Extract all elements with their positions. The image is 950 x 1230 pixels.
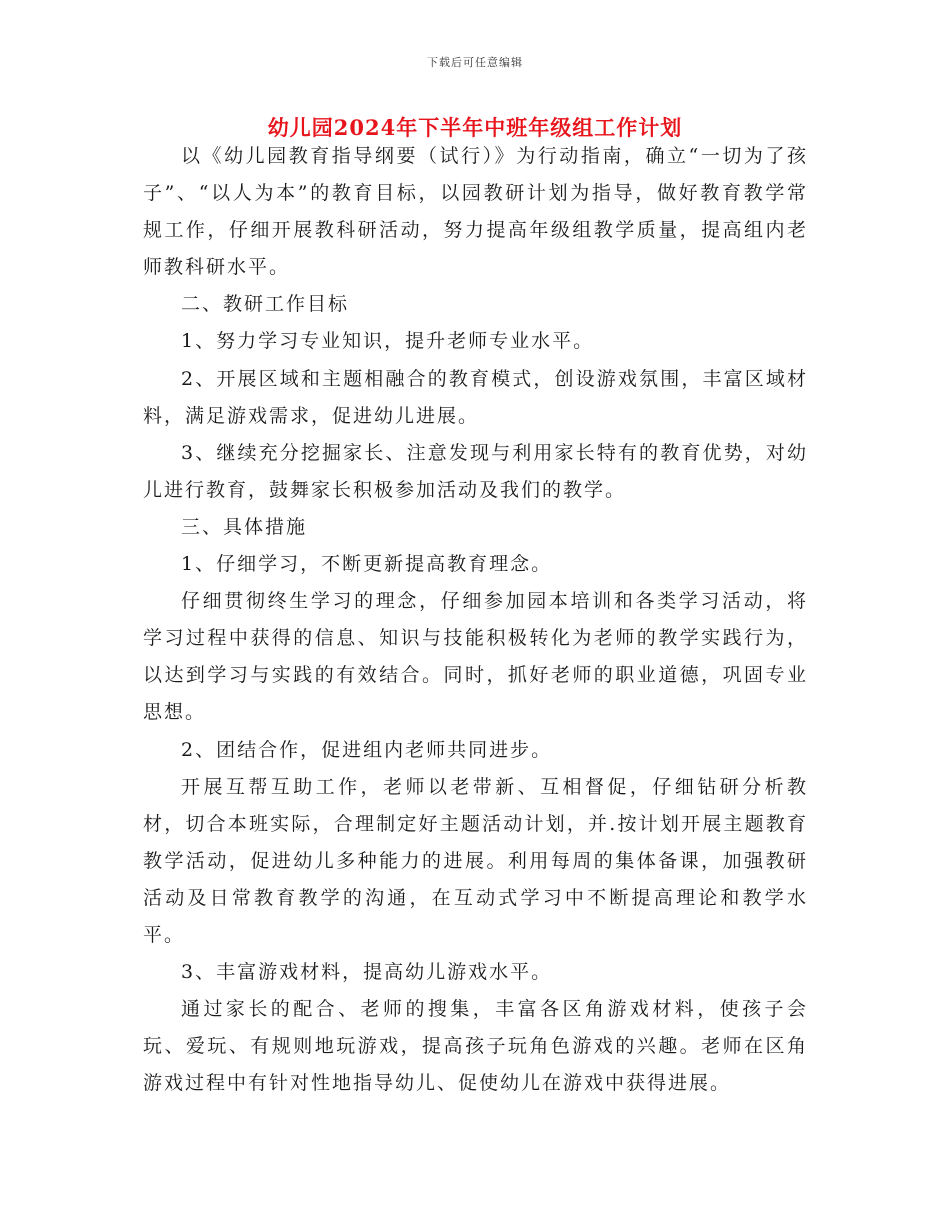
document-title: 幼儿园2024年下半年中班年级组工作计划 xyxy=(267,115,683,140)
intro-paragraph: 以《幼儿园教育指导纲要（试行）》为行动指南，确立“一切为了孩子”、“以人为本”的教育目标，以园教研计划为指导，做好教育教学常规工作，仔细开展教科研活动，努力提高年级组教学质量，提高组内老师教科研水平。 xyxy=(143,145,808,279)
measure-heading-1: 1、仔细学习，不断更新提高教育理念。 xyxy=(181,553,553,576)
measure-heading-3: 3、丰富游戏材料，提高幼儿游戏水平。 xyxy=(181,961,553,984)
goal-item-1: 1、努力学习专业知识，提升老师专业水平。 xyxy=(181,330,595,353)
measure-body-3: 通过家长的配合、老师的搜集，丰富各区角游戏材料，使孩子会玩、爱玩、有规则地玩游戏，提高孩子玩角色游戏的兴趣。老师在区角游戏过程中有针对性地指导幼儿、促使幼儿在游戏中获得进展。 xyxy=(143,998,808,1095)
goal-item-2: 2、开展区域和主题相融合的教育模式，创设游戏氛围，丰富区域材料，满足游戏需求，促进幼儿进展。 xyxy=(143,367,808,427)
measure-heading-2: 2、团结合作，促进组内老师共同进步。 xyxy=(181,738,553,761)
section-heading-goals: 二、教研工作目标 xyxy=(181,293,350,316)
document-body xyxy=(143,138,808,1102)
measure-body-2: 开展互帮互助工作，老师以老带新、互相督促，仔细钻研分析教材，切合本班实际，合理制定好主题活动计划，并.按计划开展主题教育教学活动，促进幼儿多种能力的进展。利用每周的集体备课，加强教研活动及日常教育教学的沟通，在互动式学习中不断提高理论和教学水平。 xyxy=(143,775,808,946)
measure-body-1: 仔细贯彻终生学习的理念，仔细参加园本培训和各类学习活动，将学习过程中获得的信息、知识与技能积极转化为老师的教学实践行为，以达到学习与实践的有效结合。同时，抓好老师的职业道德，巩固专业思想。 xyxy=(143,590,808,724)
page-header: 下载后可任意编辑 xyxy=(427,56,523,69)
goal-item-3: 3、继续充分挖掘家长、注意发现与利用家长特有的教育优势，对幼儿进行教育，鼓舞家长积极参加活动及我们的教学。 xyxy=(143,441,808,501)
section-heading-measures: 三、具体措施 xyxy=(181,515,308,538)
